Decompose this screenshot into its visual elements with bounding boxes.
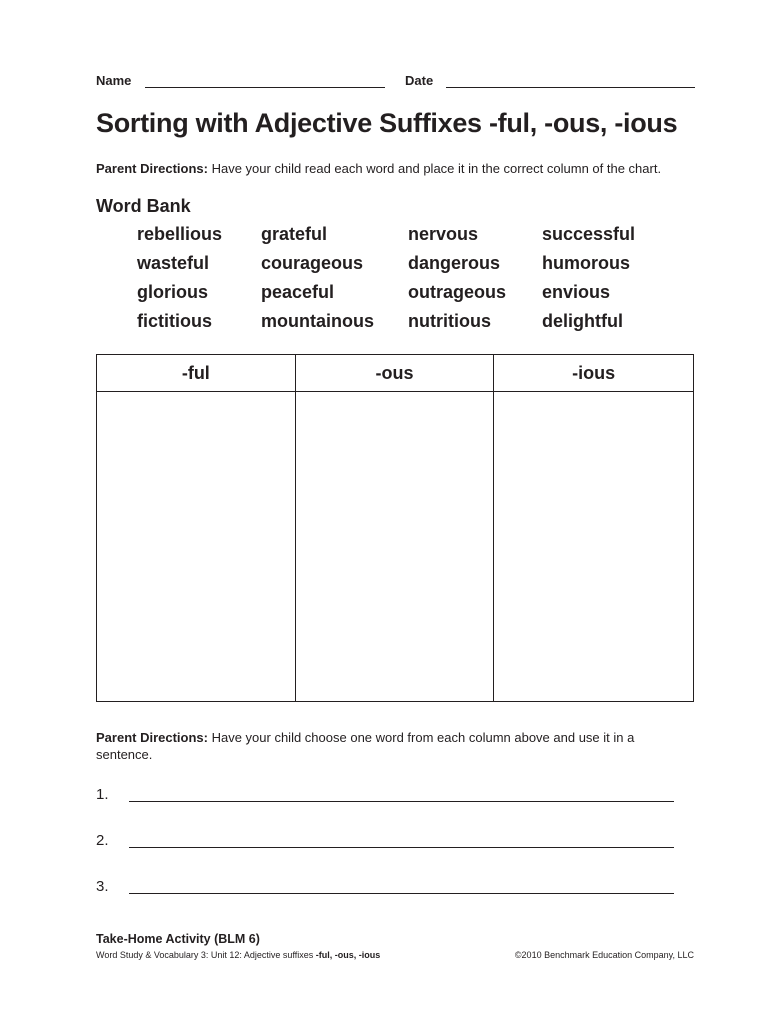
column-area-ious[interactable] [494, 392, 693, 701]
sort-chart [96, 354, 694, 702]
page-title: Sorting with Adjective Suffixes -ful, -ous, -ious [96, 108, 678, 138]
word-bank-word: peaceful [261, 282, 335, 302]
word-bank-word: mountainous [261, 311, 374, 331]
word-bank-word: courageous [261, 253, 364, 273]
word-bank-heading: Word Bank [96, 196, 191, 216]
footer-subtitle [96, 950, 380, 960]
date-field[interactable] [446, 87, 695, 88]
sentence-number-2: 2. [96, 832, 109, 849]
footer-subtitle-suffixes: -ful, -ous, -ious [315, 950, 381, 960]
directions-label: Parent Directions: [96, 161, 208, 176]
parent-directions-2 [96, 729, 666, 763]
word-bank-word: fictitious [137, 311, 212, 331]
date-label: Date [405, 73, 434, 88]
parent-directions-1 [96, 160, 676, 177]
copyright-notice: ©2010 Benchmark Education Company, LLC [514, 950, 694, 960]
column-header-ious: -ious [494, 355, 693, 392]
word-bank-word: successful [542, 224, 636, 244]
footer-title: Take-Home Activity (BLM 6) [96, 932, 260, 946]
word-bank-word: grateful [261, 224, 328, 244]
sentence-number-3: 3. [96, 878, 109, 895]
word-bank-word: glorious [137, 282, 208, 302]
directions-text: Have your child choose one word from each column above and use it in a sentence. [96, 730, 635, 762]
footer-subtitle-text: Word Study & Vocabulary 3: Unit 12: Adjective suffixes [96, 950, 316, 960]
word-bank-word: dangerous [408, 253, 501, 273]
column-area-ful[interactable] [97, 392, 296, 701]
word-bank-word: rebellious [137, 224, 223, 244]
sentence-line-3[interactable] [129, 893, 674, 894]
name-label: Name [96, 73, 132, 88]
word-bank-word: nervous [408, 224, 479, 244]
word-bank-word: nutritious [408, 311, 491, 331]
word-bank-word: envious [542, 282, 611, 302]
word-bank-word: outrageous [408, 282, 507, 302]
word-bank-word: wasteful [137, 253, 210, 273]
directions-label: Parent Directions: [96, 730, 208, 745]
word-bank-grid [137, 224, 657, 340]
column-area-ous[interactable] [296, 392, 495, 701]
sentence-line-1[interactable] [129, 801, 674, 802]
word-bank-word: humorous [542, 253, 630, 273]
sentence-number-1: 1. [96, 786, 109, 803]
sentence-line-2[interactable] [129, 847, 674, 848]
directions-text: Have your child read each word and place it in the correct column of the chart. [207, 161, 662, 176]
column-header-ful: -ful [97, 355, 296, 392]
word-bank-word: delightful [542, 311, 623, 331]
name-field[interactable] [145, 87, 385, 88]
column-header-ous: -ous [296, 355, 495, 392]
